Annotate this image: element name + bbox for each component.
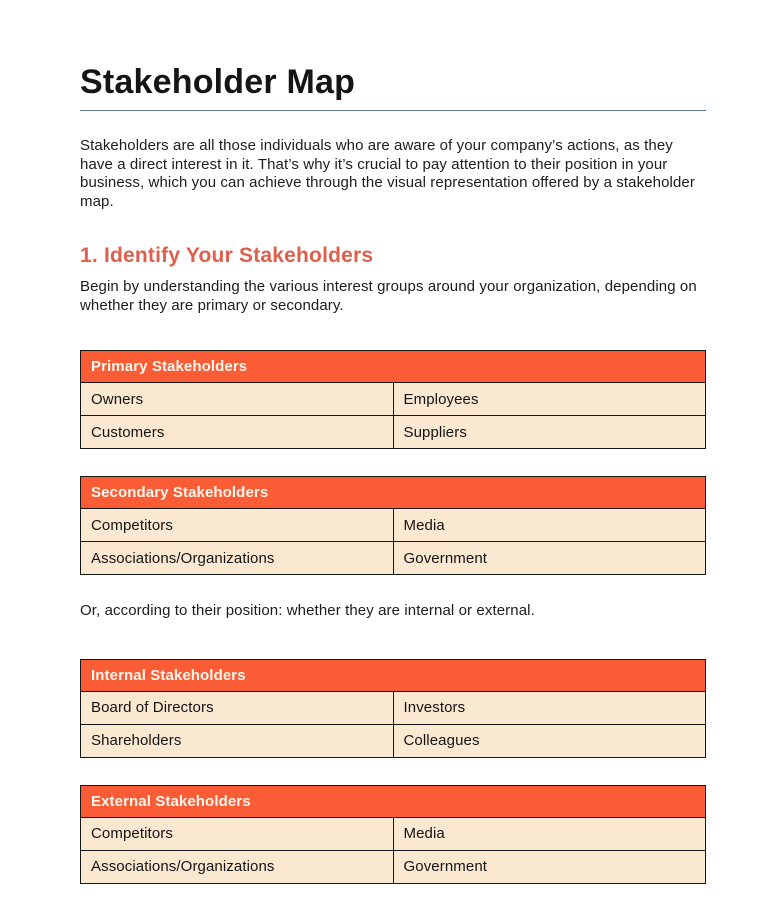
table-cell: Customers [81,416,394,449]
table-header-secondary: Secondary Stakeholders [81,477,706,509]
table-cell: Associations/Organizations [81,542,394,575]
table-row [81,691,706,724]
table-header-primary: Primary Stakeholders [81,351,706,383]
table-row [81,416,706,449]
table-cell: Competitors [81,817,394,850]
table-row [81,817,706,850]
secondary-stakeholders-table [80,476,706,575]
table-row [81,850,706,883]
table-header-row [81,477,706,509]
table-cell: Employees [393,383,706,416]
table-row [81,542,706,575]
section-paragraph: Begin by understanding the various interest groups around your organization, depending on whether they are primary or secondary. [80,278,697,314]
table-cell: Government [393,850,706,883]
intro-paragraph: Stakeholders are all those individuals who are aware of your company’s actions, as they have a direct interest in it. That’s why it’s crucial to pay attention to their position in your business, which you can achieve through the visual representation offered by a stakeholder map. [80,137,695,210]
table-header-row [81,659,706,691]
table-cell: Government [393,542,706,575]
table-row [81,383,706,416]
table-header-row [81,785,706,817]
title-divider [80,110,706,111]
internal-stakeholders-table [80,659,706,758]
table-row [81,724,706,757]
external-stakeholders-table [80,785,706,884]
table-header-internal: Internal Stakeholders [81,659,706,691]
table-header-external: External Stakeholders [81,785,706,817]
position-note-paragraph: Or, according to their position: whether they are internal or external. [80,602,535,620]
document-content [80,64,706,884]
table-cell: Competitors [81,509,394,542]
page-title: Stakeholder Map [80,63,356,101]
table-cell: Owners [81,383,394,416]
table-cell: Suppliers [393,416,706,449]
table-header-row [81,351,706,383]
table-cell: Shareholders [81,724,394,757]
table-cell: Media [393,509,706,542]
table-cell: Colleagues [393,724,706,757]
table-cell: Board of Directors [81,691,394,724]
section-heading: 1. Identify Your Stakeholders [80,244,374,268]
table-cell: Media [393,817,706,850]
primary-stakeholders-table [80,350,706,449]
table-cell: Investors [393,691,706,724]
table-row [81,509,706,542]
table-cell: Associations/Organizations [81,850,394,883]
